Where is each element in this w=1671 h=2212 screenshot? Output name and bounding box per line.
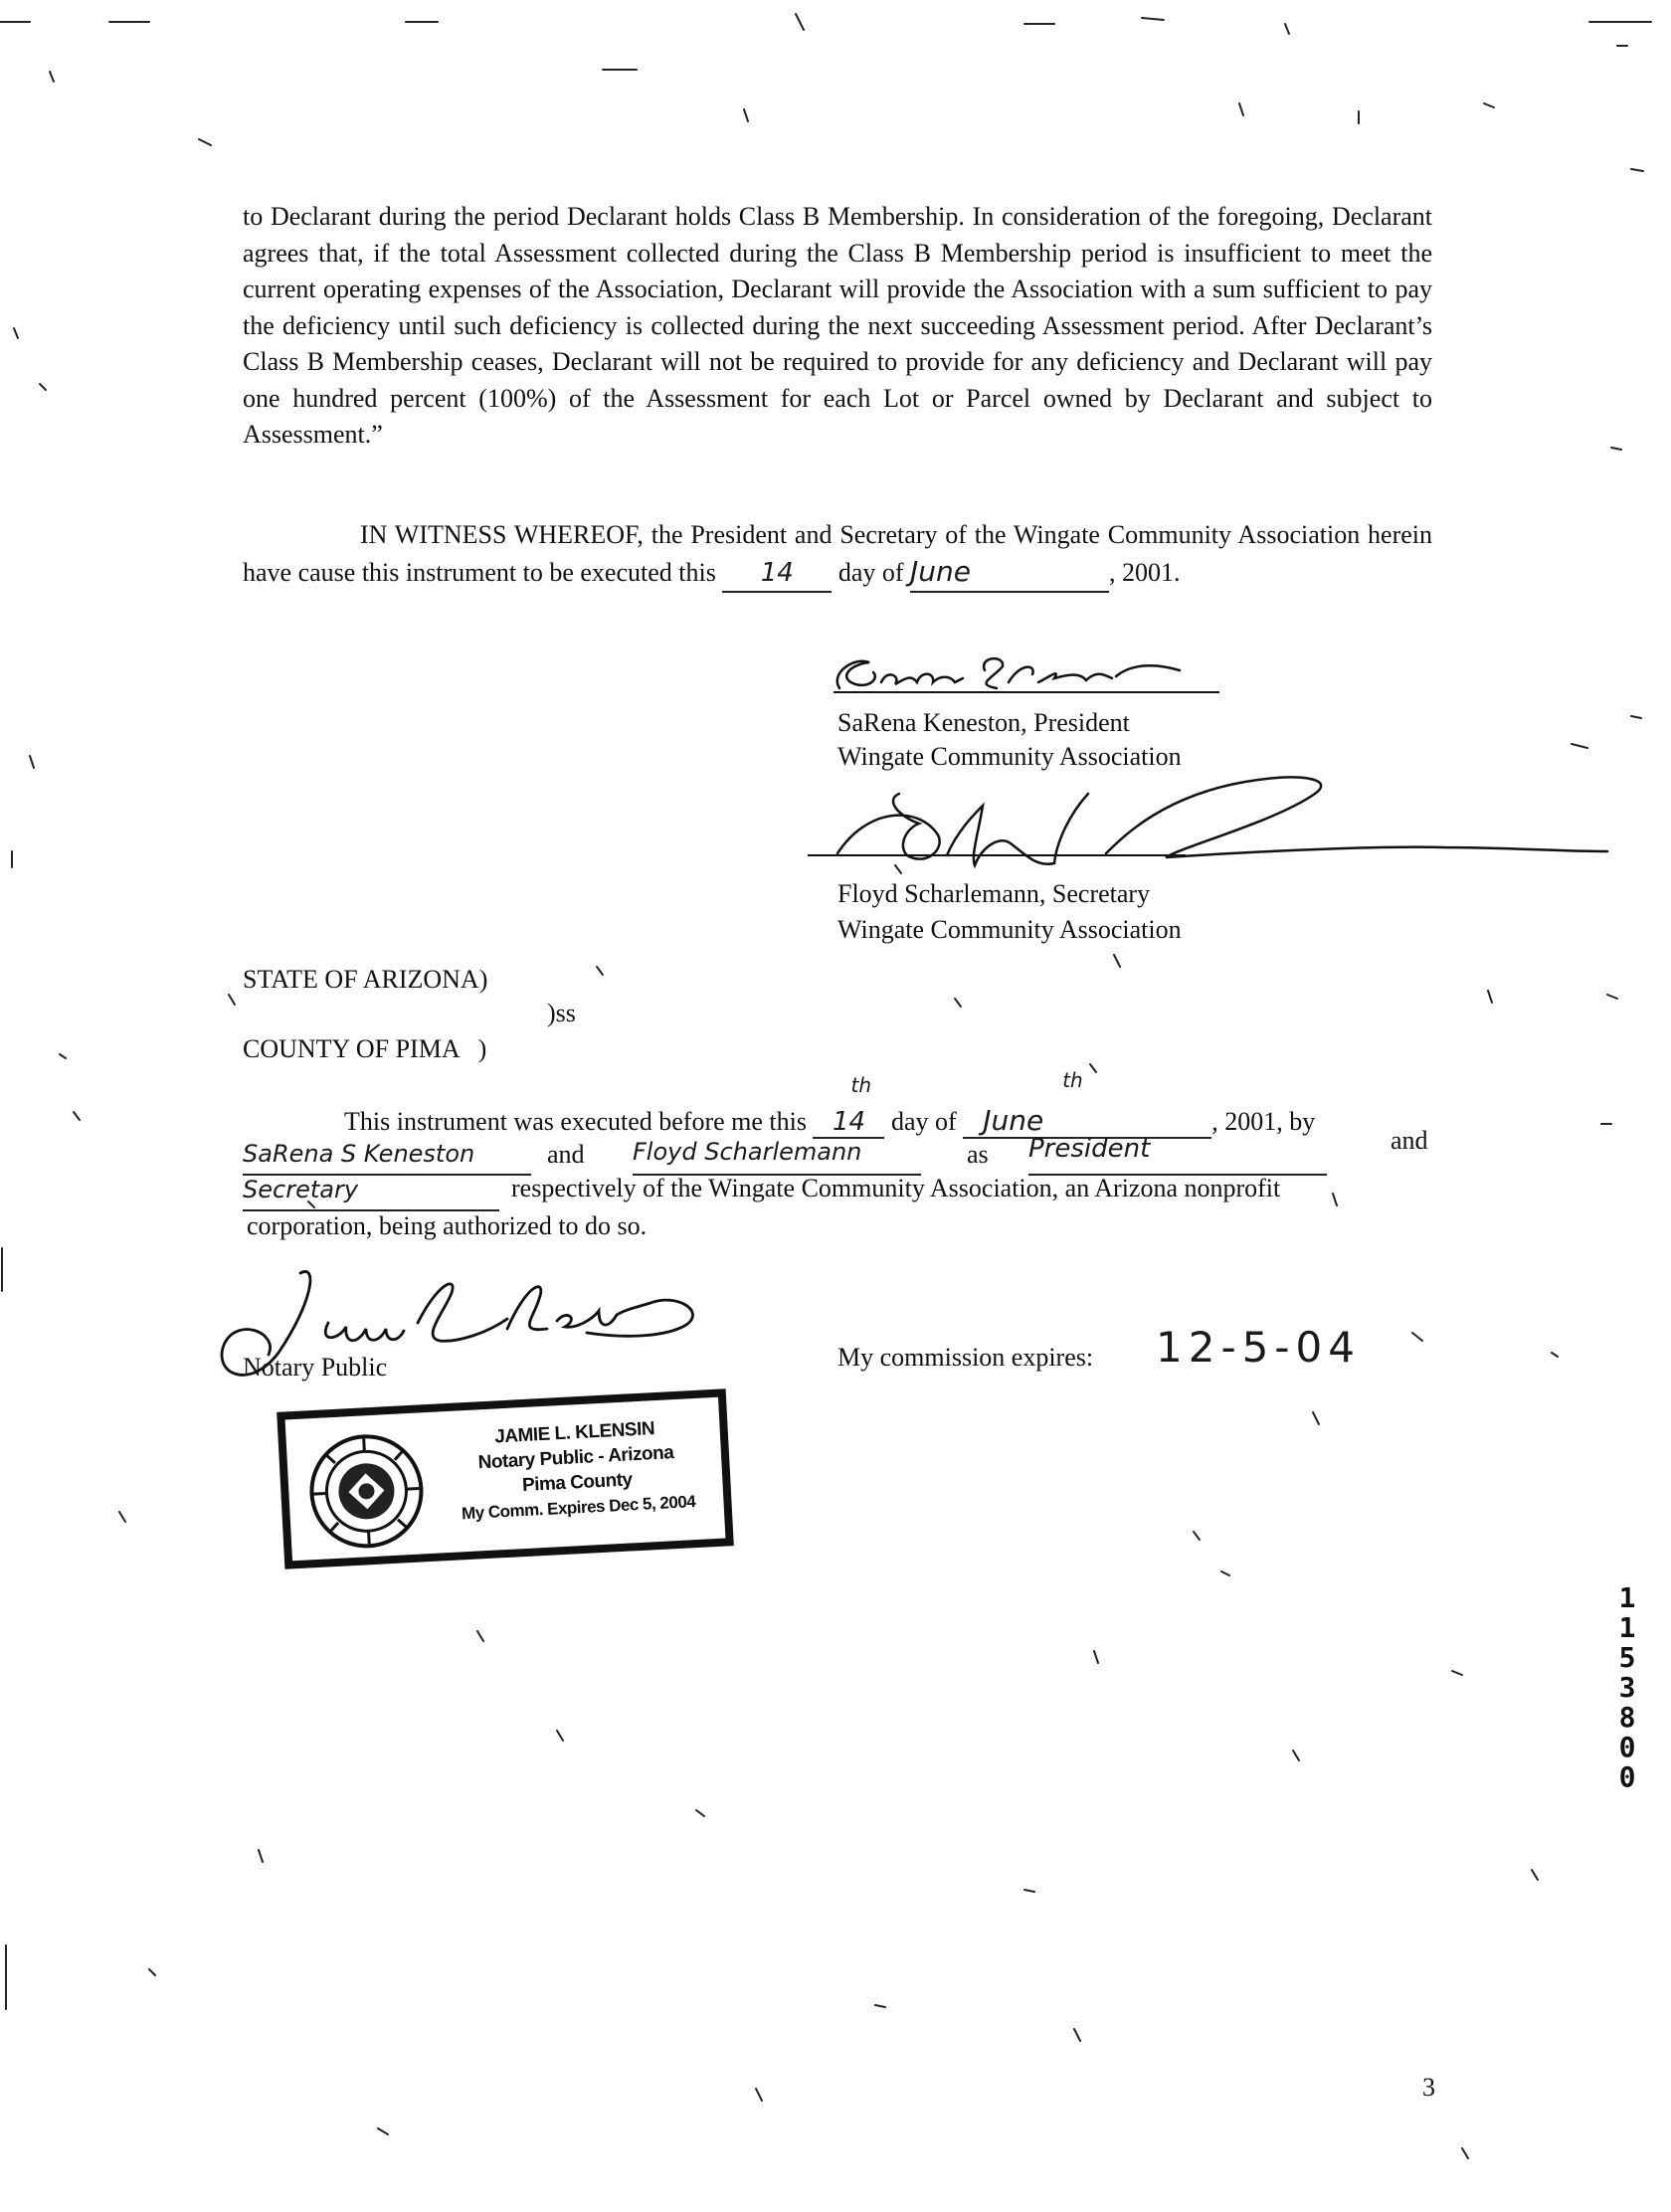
ack-line-3 (243, 1174, 1436, 1209)
secretary-name-title: Floyd Scharlemann, Secretary (837, 879, 1151, 908)
state-line: STATE OF ARIZONA) (243, 965, 488, 994)
president-signature (826, 648, 1243, 704)
ack-title2: Secretary (243, 1176, 359, 1203)
ack-text-1: This instrument was executed before me this (344, 1107, 807, 1136)
stamp-line-title: Notary Public - Arizona (477, 1442, 674, 1474)
ack-month-value: June (983, 1104, 1044, 1137)
continuation-paragraph: to Declarant during the period Declarant holds Class B Membership. In consideration of the foregoing, Declarant agrees that, if the total Assessment collected during the Class B Membership period is insufficient to meet the current operating expenses of the Association, Declarant will provide the Association with a sum sufficient to pay the deficiency until such deficiency is collected during the next succeeding Assessment period. After Declarant’s Class B Membership ceases, Declarant will not be required to provide for any deficiency and Declarant will pay one hundred percent (100%) of the Assessment for each Lot or Parcel owned by Declarant and subject to Assessment.” (243, 202, 1432, 449)
secretary-signature (808, 736, 1623, 885)
witness-day-suffix: day of (837, 557, 904, 587)
ack-day-blank (813, 1073, 884, 1139)
ack-name2: Floyd Scharlemann (633, 1138, 862, 1166)
recording-number-text: 1153800 (1618, 1581, 1636, 1793)
stamp-line-expires: My Comm. Expires Dec 5, 2004 (461, 1492, 696, 1524)
witness-month-value: June (910, 554, 971, 588)
stamp-text (435, 1413, 718, 1528)
ack-text-3: , 2001, by (1211, 1107, 1316, 1136)
ack-line-1 (344, 1068, 1316, 1139)
ack-and1: and (547, 1140, 585, 1169)
witness-day-value: 14 (760, 557, 794, 588)
county-line: COUNTY OF PIMA ) (243, 1034, 487, 1063)
stamp-line-name: JAMIE L. KLENSIN (493, 1418, 655, 1448)
president-organization: Wingate Community Association (837, 742, 1182, 771)
stamp-line-county: Pima County (521, 1469, 634, 1497)
witness-day-blank (722, 555, 832, 594)
ack-text-4: respectively of the Wingate Community Association, an Arizona nonprofit (511, 1174, 1281, 1202)
ack-text-2: day of (890, 1107, 957, 1136)
president-name-title: SaRena Keneston, President (837, 708, 1130, 737)
witness-month-blank (910, 554, 1109, 594)
ack-day-sup: th (850, 1073, 872, 1097)
recording-number (1615, 1583, 1639, 1792)
ack-line-2 (243, 1126, 1436, 1176)
secretary-organization: Wingate Community Association (837, 915, 1182, 944)
ack-title1: President (1028, 1134, 1151, 1164)
ack-month-sup: th (1062, 1068, 1083, 1092)
ack-and2: and (1391, 1126, 1428, 1155)
ack-name1: SaRena S Keneston (243, 1140, 475, 1168)
ack-as: as (967, 1140, 989, 1169)
commission-value: 12-5-04 (1156, 1323, 1361, 1372)
ack-day-value: 14 (832, 1107, 866, 1137)
page-number: 3 (1422, 2073, 1435, 2102)
commission-label: My commission expires: (837, 1343, 1094, 1372)
witness-text: IN WITNESS WHEREOF, the President and Secretary of the Wingate Community Association herein have cause this instrument to be executed this (243, 520, 1432, 587)
ss-line: )ss (547, 999, 576, 1027)
notary-stamp (277, 1388, 734, 1568)
notary-label: Notary Public (243, 1353, 388, 1382)
witness-year: , 2001. (1109, 557, 1181, 587)
state-seal-icon (305, 1430, 427, 1552)
witness-clause (243, 517, 1432, 593)
ack-line-4: corporation, being authorized to do so. (247, 1211, 648, 1240)
